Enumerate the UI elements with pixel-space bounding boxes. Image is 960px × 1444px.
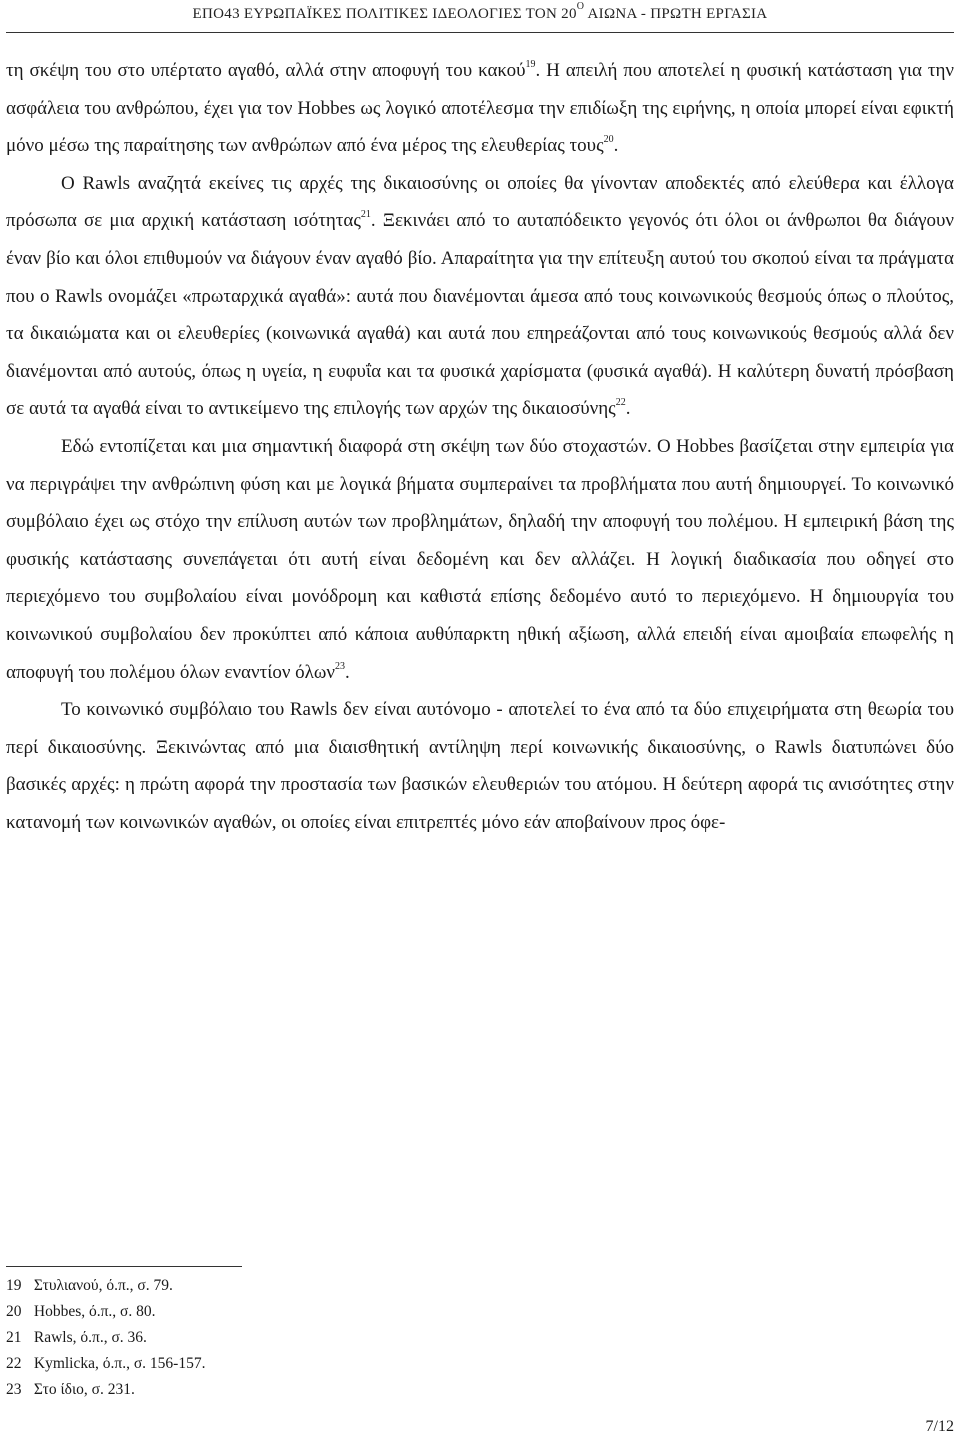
paragraph-text: .	[613, 135, 619, 157]
paragraph	[6, 52, 954, 165]
footnote-number: 19	[6, 1277, 22, 1294]
header-title: ΕΠΟ43 ΕΥΡΩΠΑΪΚΕΣ ΠΟΛΙΤΙΚΕΣ ΙΔΕΟΛΟΓΙΕΣ ΤΟΝ 20	[192, 6, 577, 22]
running-header	[0, 0, 960, 23]
paragraph-text: . Η απειλή που αποτελεί η φυσική κατάσταση για την ασφάλεια του ανθρώπου, έχει για τον Hobbes ως λογικό αποτέλεσμα την επιδίωξη της ειρήνης, η οποία μπορεί είναι εφικτή μόνο μέσω της παραίτησης των ανθρώπων από ένα μέρος της ελευθερίας τους	[6, 60, 954, 157]
footnote-text: Στο ίδιο, σ. 231.	[33, 1381, 135, 1398]
paragraph	[6, 165, 954, 428]
footnote-text: Στυλιανού, ό.π., σ. 79.	[33, 1277, 173, 1294]
footnote-text: Hobbes, ό.π., σ. 80.	[33, 1303, 156, 1320]
page-number: 7/12	[925, 1418, 954, 1435]
paragraph	[6, 428, 954, 691]
paragraph	[6, 691, 954, 841]
footnote-ref-20[interactable]: 20	[603, 134, 614, 146]
paragraph-text: . Ξεκινάει από το αυταπόδεικτο γεγονός ότι όλοι οι άνθρωποι θα διάγουν έναν βίο και όλοι επιθυμούν να διάγουν έναν αγαθό βίο. Απαραίτητα για την επίτευξη αυτού του σκοπού είναι τα πράγματα που ο Rawls ονομάζει «πρωταρχικά αγαθά»: αυτά που διανέμονται άμεσα από τους κοινωνικούς θεσμούς όπως ο πλούτος, τα δικαιώματα και οι ελευθερίες (κοινωνικά αγαθά) και αυτά που επηρεάζονται από τους κοινωνικούς θεσμούς αλλά δεν διανέμονται από αυτούς, όπως η υγεία, η ευφυΐα και τα φυσικά χαρίσματα (φυσικά αγαθά). Η καλύτερη δυνατή πρόσβαση σε αυτά τα αγαθά είναι το αντικείμενο της επιλογής των αρχών της δικαιοσύνης	[6, 210, 954, 420]
body-text	[6, 52, 954, 841]
footnote-item	[6, 1299, 606, 1325]
footnote-ref-19[interactable]: 19	[525, 59, 536, 70]
paragraph-text: τη σκέψη του στο υπέρτατο αγαθό, αλλά στην αποφυγή του κακού	[6, 60, 526, 81]
footnote-text: Kymlicka, ό.π., σ. 156-157.	[33, 1355, 206, 1372]
footnote-ref-23[interactable]: 23	[335, 660, 345, 672]
footnote-text: Rawls, ό.π., σ. 36.	[33, 1329, 147, 1346]
footnote-item	[6, 1273, 606, 1299]
header-title-superscript: Ο	[576, 1, 585, 12]
header-rule	[6, 32, 954, 33]
header-title-end: ΑΙΩΝΑ - ΠΡΩΤΗ ΕΡΓΑΣΙΑ	[584, 6, 768, 22]
footnote-item	[6, 1351, 606, 1377]
footnote-item	[6, 1325, 606, 1351]
footnote-number: 21	[6, 1329, 22, 1346]
footnote-ref-22[interactable]: 22	[615, 397, 626, 409]
footnote-item	[6, 1377, 606, 1403]
paragraph-text: .	[625, 398, 631, 420]
paragraph-text: Ο Rawls αναζητά εκείνες τις αρχές της δικαιοσύνης οι οποίες θα γίνονταν αποδεκτές από ελεύθερα και έλλογα πρόσωπα σε μια αρχική κατάσταση ισότητας	[6, 172, 954, 232]
footnote-number: 23	[6, 1381, 22, 1398]
footnotes	[6, 1273, 606, 1403]
paragraph-text: Εδώ εντοπίζεται και μια σημαντική διαφορά στη σκέψη των δύο στοχαστών. Ο Hobbes βασίζεται στην εμπειρία για να περιγράψει την ανθρώπινη φύση και με λογικά βήματα συμπεραίνει τα προβλήματα που αυτή δημιουργεί. Το κοινωνικό συμβόλαιο έχει ως στόχο την επίλυση αυτών των προβλημάτων, δηλαδή την αποφυγή του πολέμου. Η εμπειρική βάση της φυσικής κατάστασης συνεπάγεται ότι αυτή είναι δεδομένη και δεν αλλάζει. Η λογική διαδικασία που οδηγεί στο περιεχόμενο του συμβολαίου είναι μονόδρομη και καθιστά επίσης δεδομένο αυτό το περιεχόμενο. Η δημιουργία του κοινωνικού συμβολαίου δεν προκύπτει από κάποια αυθύπαρκτη ηθική αξίωση, αλλά επειδή είναι αμοιβαία επωφελής η αποφυγή του πολέμου όλων εναντίον όλων	[6, 435, 954, 683]
paragraph-text: .	[345, 661, 350, 683]
footnote-number: 22	[6, 1355, 22, 1372]
footnote-number: 20	[6, 1303, 22, 1320]
paragraph-text: Το κοινωνικό συμβόλαιο του Rawls δεν είναι αυτόνομο - αποτελεί το ένα από τα δύο επιχειρήματα στη θεωρία του περί δικαιοσύνης. Ξεκινώντας από μια διαισθητική αντίληψη περί κοινωνικής δικαιοσύνης, ο Rawls διατυπώνει δύο βασικές αρχές: η πρώτη αφορά την προστασία των βασικών ελευθεριών του ατόμου. Η δεύτερη αφορά τις ανισότητες στην κατανομή των κοινωνικών αγαθών, οι οποίες είναι επιτρεπτές μόνο εάν αποβαίνουν προς όφε-	[6, 699, 954, 833]
footnote-ref-21[interactable]: 21	[360, 209, 371, 221]
footnote-rule	[6, 1266, 242, 1267]
